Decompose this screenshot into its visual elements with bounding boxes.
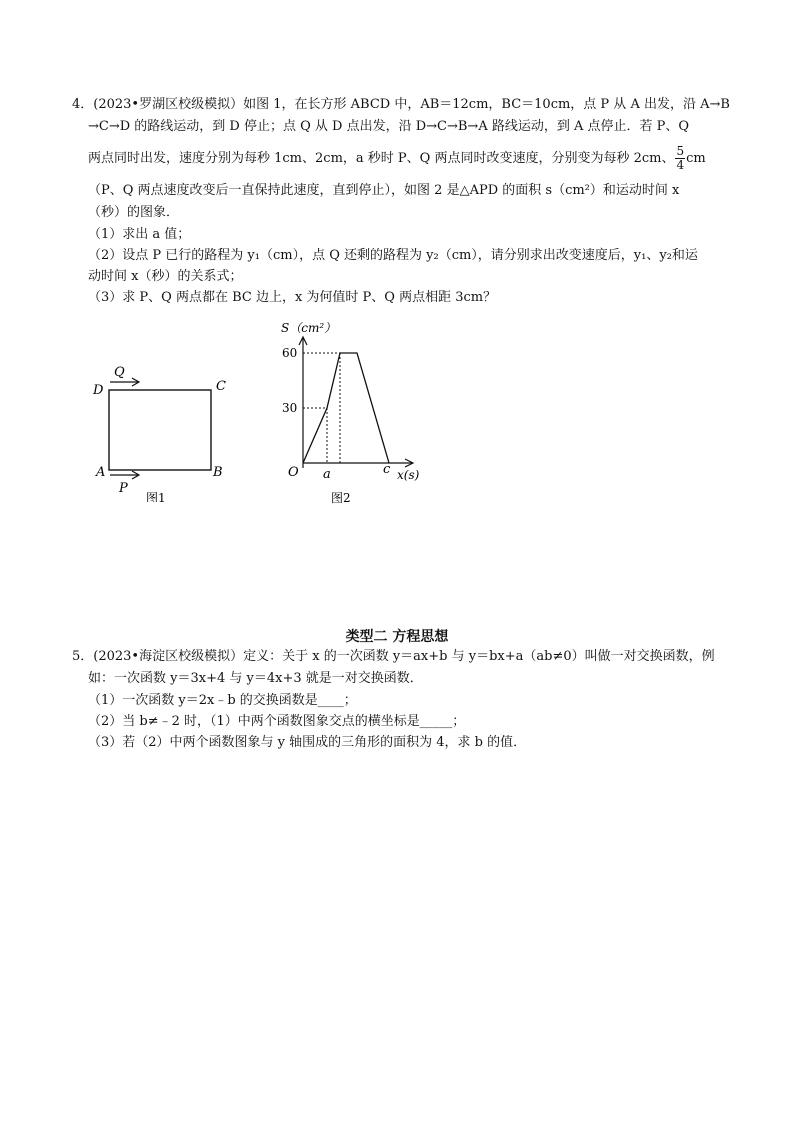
origin-label: O [288, 465, 299, 480]
vertex-a-label: A [96, 465, 106, 480]
problem4-part-2: （2）设点 P 已行的路程为 y₁（cm），点 Q 还剩的路程为 y₂（cm），请分别求出改变速度后，y₁、y₂和运 [88, 248, 698, 263]
y-tick-30: 30 [282, 401, 298, 415]
problem5-line-2: 如：一次函数 y＝3x+4 与 y＝4x+3 就是一对交换函数． [88, 671, 423, 686]
problem4-line-5: （秒）的图象． [88, 205, 180, 220]
problem4-line-2: →C→D 的路线运动，到 D 停止；点 Q 从 D 点出发，沿 D→C→B→A 路线运动，到 A 点停止．若 P、Q [88, 119, 690, 134]
y-axis-label: S（cm²） [281, 321, 337, 335]
section-heading: 类型二 方程思想 [345, 629, 449, 645]
vertex-b-label: B [213, 465, 223, 480]
figure-2-graph [275, 316, 435, 506]
problem4-part-1: （1）求出 a 值； [88, 227, 191, 242]
vertex-c-label: C [216, 379, 226, 394]
figure-1-rectangle [88, 362, 248, 502]
problem5-part-2: （2）当 b≠﹣2 时，（1）中两个函数图象交点的横坐标是_____； [88, 714, 466, 729]
fraction-numerator: 5 [676, 144, 685, 158]
speed-fraction [675, 145, 685, 172]
problem5-part-3: （3）若（2）中两个函数图象与 y 轴围成的三角形的面积为 4，求 b 的值． [88, 735, 527, 750]
vertex-d-label: D [93, 383, 104, 398]
figure-1-caption: 图1 [146, 491, 166, 502]
x-tick-c: c [383, 462, 391, 477]
fraction-denominator: 4 [676, 158, 685, 172]
speed-unit: cm [686, 151, 706, 166]
x-tick-a: a [323, 467, 331, 482]
problem4-line-4: （P、Q 两点速度改变后一直保持此速度，直到停止），如图 2 是△APD 的面积 s（cm²）和运动时间 x [88, 183, 680, 198]
rectangle-abcd [109, 390, 211, 470]
y-tick-60: 60 [282, 346, 298, 360]
problem4-part-2-cont: 动时间 x（秒）的关系式； [88, 269, 243, 284]
problem4-speed-text: 两点同时出发，速度分别为每秒 1cm、2cm，a 秒时 P、Q 两点同时改变速度，分别变为每秒 2cm、 [88, 151, 675, 166]
problem5-part-1: （1）一次函数 y＝2x﹣b 的交换函数是____； [88, 693, 357, 708]
point-p-label: P [119, 481, 128, 496]
problem4-part-3: （3）求 P、Q 两点都在 BC 边上，x 为何值时 P、Q 两点相距 3cm？ [88, 290, 497, 305]
point-q-label: Q [114, 365, 125, 380]
x-axis-label: x(s) [397, 468, 420, 482]
problem4-line-3 [88, 144, 706, 174]
problem4-line-1: 4．(2023•罗湖区校级模拟）如图 1，在长方形 ABCD 中，AB＝12cm，BC＝10cm，点 P 从 A 出发，沿 A→B [72, 97, 730, 112]
figure-2-caption: 图2 [331, 491, 351, 505]
problem5-line-1: 5．(2023•海淀区校级模拟）定义：关于 x 的一次函数 y＝ax+b 与 y＝bx+a（ab≠0）叫做一对交换函数，例 [72, 649, 715, 664]
